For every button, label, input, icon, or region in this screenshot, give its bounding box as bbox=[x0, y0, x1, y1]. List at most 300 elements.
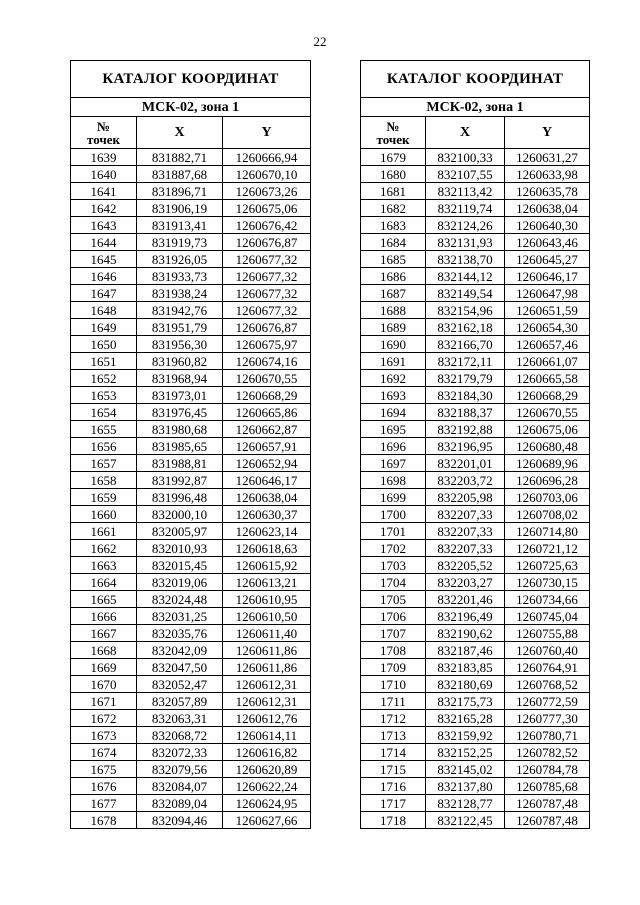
point-number-cell: 1665 bbox=[71, 591, 137, 608]
point-number-cell: 1642 bbox=[71, 200, 137, 217]
x-coordinate-cell: 831960,82 bbox=[137, 353, 223, 370]
y-coordinate-cell: 1260760,40 bbox=[505, 642, 590, 659]
point-number-cell: 1705 bbox=[361, 591, 426, 608]
point-number-cell: 1703 bbox=[361, 557, 426, 574]
x-coordinate-cell: 831988,81 bbox=[137, 455, 223, 472]
y-coordinate-cell: 1260640,30 bbox=[505, 217, 590, 234]
point-number-cell: 1699 bbox=[361, 489, 426, 506]
table-row bbox=[71, 727, 311, 744]
table-row bbox=[71, 625, 311, 642]
point-number-cell: 1677 bbox=[71, 795, 137, 812]
table-row bbox=[361, 455, 590, 472]
point-number-cell: 1674 bbox=[71, 744, 137, 761]
x-coordinate-cell: 831980,68 bbox=[137, 421, 223, 438]
point-number-cell: 1701 bbox=[361, 523, 426, 540]
table-row bbox=[361, 234, 590, 251]
y-header: Y bbox=[505, 117, 590, 149]
point-number-cell: 1713 bbox=[361, 727, 426, 744]
x-header: X bbox=[137, 117, 223, 149]
y-coordinate-cell: 1260787,48 bbox=[505, 812, 590, 829]
table-row bbox=[71, 591, 311, 608]
point-number-cell: 1649 bbox=[71, 319, 137, 336]
x-coordinate-cell: 832201,01 bbox=[426, 455, 505, 472]
table-row bbox=[71, 251, 311, 268]
x-coordinate-cell: 832128,77 bbox=[426, 795, 505, 812]
y-coordinate-cell: 1260730,15 bbox=[505, 574, 590, 591]
y-coordinate-cell: 1260612,31 bbox=[223, 693, 311, 710]
x-coordinate-cell: 832047,50 bbox=[137, 659, 223, 676]
y-coordinate-cell: 1260674,16 bbox=[223, 353, 311, 370]
y-coordinate-cell: 1260725,63 bbox=[505, 557, 590, 574]
table-row bbox=[71, 149, 311, 166]
y-coordinate-cell: 1260611,86 bbox=[223, 659, 311, 676]
table-row bbox=[71, 183, 311, 200]
y-coordinate-cell: 1260670,55 bbox=[223, 370, 311, 387]
y-coordinate-cell: 1260645,27 bbox=[505, 251, 590, 268]
point-number-cell: 1718 bbox=[361, 812, 426, 829]
table-row bbox=[71, 744, 311, 761]
point-number-cell: 1657 bbox=[71, 455, 137, 472]
y-coordinate-cell: 1260782,52 bbox=[505, 744, 590, 761]
coordinate-catalog-table-left bbox=[70, 60, 311, 829]
x-coordinate-cell: 832149,54 bbox=[426, 285, 505, 302]
x-coordinate-cell: 832005,97 bbox=[137, 523, 223, 540]
catalog-title: КАТАЛОГ КООРДИНАТ bbox=[361, 61, 590, 98]
x-header: X bbox=[426, 117, 505, 149]
x-coordinate-cell: 832122,45 bbox=[426, 812, 505, 829]
x-coordinate-cell: 832190,62 bbox=[426, 625, 505, 642]
x-coordinate-cell: 831906,19 bbox=[137, 200, 223, 217]
point-number-cell: 1673 bbox=[71, 727, 137, 744]
table-row bbox=[361, 744, 590, 761]
y-coordinate-cell: 1260665,86 bbox=[223, 404, 311, 421]
catalog-body-left bbox=[71, 149, 311, 829]
table-row bbox=[71, 302, 311, 319]
x-coordinate-cell: 832019,06 bbox=[137, 574, 223, 591]
point-number-cell: 1660 bbox=[71, 506, 137, 523]
table-row bbox=[361, 761, 590, 778]
zone-label: МСК-02, зона 1 bbox=[361, 98, 590, 117]
point-number-cell: 1684 bbox=[361, 234, 426, 251]
table-row bbox=[71, 693, 311, 710]
point-number-cell: 1666 bbox=[71, 608, 137, 625]
y-coordinate-cell: 1260610,95 bbox=[223, 591, 311, 608]
table-row bbox=[71, 234, 311, 251]
point-number-header bbox=[71, 117, 137, 149]
y-coordinate-cell: 1260680,48 bbox=[505, 438, 590, 455]
point-number-cell: 1672 bbox=[71, 710, 137, 727]
point-number-cell: 1653 bbox=[71, 387, 137, 404]
y-coordinate-cell: 1260620,89 bbox=[223, 761, 311, 778]
y-coordinate-cell: 1260635,78 bbox=[505, 183, 590, 200]
table-row bbox=[361, 149, 590, 166]
point-number-cell: 1655 bbox=[71, 421, 137, 438]
table-row bbox=[361, 574, 590, 591]
x-coordinate-cell: 832184,30 bbox=[426, 387, 505, 404]
x-coordinate-cell: 832124,26 bbox=[426, 217, 505, 234]
point-number-header-line2: точек bbox=[87, 131, 120, 147]
x-coordinate-cell: 831882,71 bbox=[137, 149, 223, 166]
y-coordinate-cell: 1260638,04 bbox=[505, 200, 590, 217]
table-row bbox=[71, 387, 311, 404]
y-coordinate-cell: 1260677,32 bbox=[223, 285, 311, 302]
table-row bbox=[71, 319, 311, 336]
table-row bbox=[361, 200, 590, 217]
table-row bbox=[361, 217, 590, 234]
x-coordinate-cell: 832205,98 bbox=[426, 489, 505, 506]
point-number-cell: 1698 bbox=[361, 472, 426, 489]
table-row bbox=[361, 251, 590, 268]
table-row bbox=[71, 285, 311, 302]
x-coordinate-cell: 832183,85 bbox=[426, 659, 505, 676]
table-row bbox=[361, 778, 590, 795]
table-row bbox=[71, 472, 311, 489]
point-number-cell: 1693 bbox=[361, 387, 426, 404]
x-coordinate-cell: 832175,73 bbox=[426, 693, 505, 710]
x-coordinate-cell: 832079,56 bbox=[137, 761, 223, 778]
y-coordinate-cell: 1260657,46 bbox=[505, 336, 590, 353]
table-row bbox=[361, 812, 590, 829]
point-number-cell: 1656 bbox=[71, 438, 137, 455]
point-number-cell: 1667 bbox=[71, 625, 137, 642]
point-number-header-line1: № bbox=[96, 118, 111, 134]
table-row bbox=[361, 659, 590, 676]
table-row bbox=[71, 336, 311, 353]
y-coordinate-cell: 1260677,32 bbox=[223, 268, 311, 285]
x-coordinate-cell: 832196,49 bbox=[426, 608, 505, 625]
table-row bbox=[361, 523, 590, 540]
y-coordinate-cell: 1260745,04 bbox=[505, 608, 590, 625]
point-number-cell: 1710 bbox=[361, 676, 426, 693]
catalog-body-right bbox=[361, 149, 590, 829]
x-coordinate-cell: 832188,37 bbox=[426, 404, 505, 421]
point-number-cell: 1641 bbox=[71, 183, 137, 200]
table-row bbox=[361, 489, 590, 506]
point-number-header-line2: точек bbox=[376, 131, 410, 147]
table-row bbox=[361, 506, 590, 523]
coordinate-catalog-table-right bbox=[360, 60, 590, 829]
table-row bbox=[361, 540, 590, 557]
table-row bbox=[71, 574, 311, 591]
x-coordinate-cell: 832203,72 bbox=[426, 472, 505, 489]
x-coordinate-cell: 831956,30 bbox=[137, 336, 223, 353]
x-coordinate-cell: 832000,10 bbox=[137, 506, 223, 523]
y-header: Y bbox=[223, 117, 311, 149]
point-number-cell: 1686 bbox=[361, 268, 426, 285]
x-coordinate-cell: 832154,96 bbox=[426, 302, 505, 319]
y-coordinate-cell: 1260714,80 bbox=[505, 523, 590, 540]
point-number-cell: 1661 bbox=[71, 523, 137, 540]
table-row bbox=[361, 421, 590, 438]
x-coordinate-cell: 832207,33 bbox=[426, 540, 505, 557]
table-row bbox=[361, 472, 590, 489]
point-number-cell: 1694 bbox=[361, 404, 426, 421]
x-coordinate-cell: 832100,33 bbox=[426, 149, 505, 166]
point-number-cell: 1670 bbox=[71, 676, 137, 693]
y-coordinate-cell: 1260675,06 bbox=[505, 421, 590, 438]
table-row bbox=[71, 489, 311, 506]
x-coordinate-cell: 832052,47 bbox=[137, 676, 223, 693]
x-coordinate-cell: 832187,46 bbox=[426, 642, 505, 659]
y-coordinate-cell: 1260633,98 bbox=[505, 166, 590, 183]
table-row bbox=[361, 404, 590, 421]
y-coordinate-cell: 1260647,98 bbox=[505, 285, 590, 302]
y-coordinate-cell: 1260676,87 bbox=[223, 234, 311, 251]
table-row bbox=[71, 455, 311, 472]
table-row bbox=[361, 285, 590, 302]
x-coordinate-cell: 831973,01 bbox=[137, 387, 223, 404]
table-row bbox=[361, 370, 590, 387]
point-number-cell: 1687 bbox=[361, 285, 426, 302]
table-row bbox=[361, 625, 590, 642]
x-coordinate-cell: 832162,18 bbox=[426, 319, 505, 336]
point-number-cell: 1651 bbox=[71, 353, 137, 370]
point-number-cell: 1712 bbox=[361, 710, 426, 727]
x-coordinate-cell: 832119,74 bbox=[426, 200, 505, 217]
x-coordinate-cell: 832180,69 bbox=[426, 676, 505, 693]
y-coordinate-cell: 1260696,28 bbox=[505, 472, 590, 489]
x-coordinate-cell: 831992,87 bbox=[137, 472, 223, 489]
x-coordinate-cell: 831913,41 bbox=[137, 217, 223, 234]
y-coordinate-cell: 1260708,02 bbox=[505, 506, 590, 523]
x-coordinate-cell: 832138,70 bbox=[426, 251, 505, 268]
x-coordinate-cell: 832137,80 bbox=[426, 778, 505, 795]
x-coordinate-cell: 832072,33 bbox=[137, 744, 223, 761]
point-number-cell: 1664 bbox=[71, 574, 137, 591]
y-coordinate-cell: 1260652,94 bbox=[223, 455, 311, 472]
x-coordinate-cell: 832113,42 bbox=[426, 183, 505, 200]
table-row bbox=[71, 353, 311, 370]
table-row bbox=[361, 557, 590, 574]
point-number-cell: 1711 bbox=[361, 693, 426, 710]
y-coordinate-cell: 1260780,71 bbox=[505, 727, 590, 744]
y-coordinate-cell: 1260615,92 bbox=[223, 557, 311, 574]
y-coordinate-cell: 1260734,66 bbox=[505, 591, 590, 608]
point-number-cell: 1704 bbox=[361, 574, 426, 591]
table-row bbox=[361, 268, 590, 285]
table-row bbox=[71, 812, 311, 829]
y-coordinate-cell: 1260755,88 bbox=[505, 625, 590, 642]
table-row bbox=[71, 778, 311, 795]
point-number-cell: 1643 bbox=[71, 217, 137, 234]
table-row bbox=[71, 404, 311, 421]
y-coordinate-cell: 1260675,06 bbox=[223, 200, 311, 217]
point-number-cell: 1650 bbox=[71, 336, 137, 353]
table-row bbox=[71, 642, 311, 659]
x-coordinate-cell: 832192,88 bbox=[426, 421, 505, 438]
y-coordinate-cell: 1260646,17 bbox=[505, 268, 590, 285]
x-coordinate-cell: 831976,45 bbox=[137, 404, 223, 421]
y-coordinate-cell: 1260627,66 bbox=[223, 812, 311, 829]
x-coordinate-cell: 832179,79 bbox=[426, 370, 505, 387]
table-row bbox=[361, 676, 590, 693]
point-number-cell: 1646 bbox=[71, 268, 137, 285]
point-number-cell: 1645 bbox=[71, 251, 137, 268]
table-row bbox=[361, 591, 590, 608]
table-row bbox=[71, 523, 311, 540]
point-number-header bbox=[361, 117, 426, 149]
x-coordinate-cell: 832172,11 bbox=[426, 353, 505, 370]
table-row bbox=[361, 387, 590, 404]
x-coordinate-cell: 831938,24 bbox=[137, 285, 223, 302]
point-number-cell: 1652 bbox=[71, 370, 137, 387]
point-number-cell: 1676 bbox=[71, 778, 137, 795]
y-coordinate-cell: 1260612,31 bbox=[223, 676, 311, 693]
table-row bbox=[361, 353, 590, 370]
x-coordinate-cell: 832203,27 bbox=[426, 574, 505, 591]
x-coordinate-cell: 832144,12 bbox=[426, 268, 505, 285]
x-coordinate-cell: 831942,76 bbox=[137, 302, 223, 319]
point-number-cell: 1678 bbox=[71, 812, 137, 829]
page-number: 22 bbox=[313, 34, 327, 49]
y-coordinate-cell: 1260677,32 bbox=[223, 251, 311, 268]
x-coordinate-cell: 831968,94 bbox=[137, 370, 223, 387]
point-number-cell: 1707 bbox=[361, 625, 426, 642]
table-row bbox=[71, 540, 311, 557]
y-coordinate-cell: 1260668,29 bbox=[505, 387, 590, 404]
x-coordinate-cell: 832166,70 bbox=[426, 336, 505, 353]
y-coordinate-cell: 1260662,87 bbox=[223, 421, 311, 438]
point-number-cell: 1709 bbox=[361, 659, 426, 676]
point-number-cell: 1662 bbox=[71, 540, 137, 557]
x-coordinate-cell: 832196,95 bbox=[426, 438, 505, 455]
point-number-cell: 1658 bbox=[71, 472, 137, 489]
table-row bbox=[71, 710, 311, 727]
x-coordinate-cell: 832035,76 bbox=[137, 625, 223, 642]
table-row bbox=[361, 336, 590, 353]
x-coordinate-cell: 832031,25 bbox=[137, 608, 223, 625]
table-row bbox=[361, 166, 590, 183]
y-coordinate-cell: 1260666,94 bbox=[223, 149, 311, 166]
point-number-cell: 1639 bbox=[71, 149, 137, 166]
x-coordinate-cell: 831887,68 bbox=[137, 166, 223, 183]
y-coordinate-cell: 1260784,78 bbox=[505, 761, 590, 778]
table-row bbox=[71, 676, 311, 693]
point-number-cell: 1654 bbox=[71, 404, 137, 421]
x-coordinate-cell: 832159,92 bbox=[426, 727, 505, 744]
y-coordinate-cell: 1260675,97 bbox=[223, 336, 311, 353]
point-number-cell: 1688 bbox=[361, 302, 426, 319]
y-coordinate-cell: 1260630,37 bbox=[223, 506, 311, 523]
y-coordinate-cell: 1260610,50 bbox=[223, 608, 311, 625]
y-coordinate-cell: 1260646,17 bbox=[223, 472, 311, 489]
x-coordinate-cell: 831951,79 bbox=[137, 319, 223, 336]
x-coordinate-cell: 832010,93 bbox=[137, 540, 223, 557]
point-number-cell: 1716 bbox=[361, 778, 426, 795]
point-number-cell: 1675 bbox=[71, 761, 137, 778]
point-number-cell: 1700 bbox=[361, 506, 426, 523]
x-coordinate-cell: 832015,45 bbox=[137, 557, 223, 574]
y-coordinate-cell: 1260764,91 bbox=[505, 659, 590, 676]
table-row bbox=[71, 608, 311, 625]
table-row bbox=[71, 659, 311, 676]
y-coordinate-cell: 1260665,58 bbox=[505, 370, 590, 387]
table-row bbox=[361, 642, 590, 659]
y-coordinate-cell: 1260785,68 bbox=[505, 778, 590, 795]
x-coordinate-cell: 832063,31 bbox=[137, 710, 223, 727]
x-coordinate-cell: 832024,48 bbox=[137, 591, 223, 608]
point-number-cell: 1706 bbox=[361, 608, 426, 625]
table-row bbox=[361, 693, 590, 710]
zone-label: МСК-02, зона 1 bbox=[71, 98, 311, 117]
point-number-cell: 1714 bbox=[361, 744, 426, 761]
table-row bbox=[71, 438, 311, 455]
table-row bbox=[71, 421, 311, 438]
table-row bbox=[361, 608, 590, 625]
x-coordinate-cell: 832107,55 bbox=[426, 166, 505, 183]
x-coordinate-cell: 832205,52 bbox=[426, 557, 505, 574]
y-coordinate-cell: 1260703,06 bbox=[505, 489, 590, 506]
y-coordinate-cell: 1260721,12 bbox=[505, 540, 590, 557]
table-row bbox=[361, 183, 590, 200]
point-number-cell: 1647 bbox=[71, 285, 137, 302]
x-coordinate-cell: 832068,72 bbox=[137, 727, 223, 744]
x-coordinate-cell: 831996,48 bbox=[137, 489, 223, 506]
point-number-cell: 1679 bbox=[361, 149, 426, 166]
point-number-cell: 1640 bbox=[71, 166, 137, 183]
x-coordinate-cell: 831896,71 bbox=[137, 183, 223, 200]
table-row bbox=[71, 200, 311, 217]
table-row bbox=[361, 710, 590, 727]
point-number-cell: 1648 bbox=[71, 302, 137, 319]
y-coordinate-cell: 1260670,55 bbox=[505, 404, 590, 421]
point-number-cell: 1659 bbox=[71, 489, 137, 506]
y-coordinate-cell: 1260611,86 bbox=[223, 642, 311, 659]
y-coordinate-cell: 1260618,63 bbox=[223, 540, 311, 557]
table-row bbox=[361, 438, 590, 455]
point-number-cell: 1697 bbox=[361, 455, 426, 472]
x-coordinate-cell: 831926,05 bbox=[137, 251, 223, 268]
y-coordinate-cell: 1260676,42 bbox=[223, 217, 311, 234]
point-number-cell: 1689 bbox=[361, 319, 426, 336]
y-coordinate-cell: 1260772,59 bbox=[505, 693, 590, 710]
table-row bbox=[361, 319, 590, 336]
table-row bbox=[71, 268, 311, 285]
x-coordinate-cell: 832207,33 bbox=[426, 523, 505, 540]
table-row bbox=[71, 370, 311, 387]
table-row bbox=[361, 727, 590, 744]
point-number-cell: 1696 bbox=[361, 438, 426, 455]
y-coordinate-cell: 1260654,30 bbox=[505, 319, 590, 336]
y-coordinate-cell: 1260768,52 bbox=[505, 676, 590, 693]
y-coordinate-cell: 1260657,91 bbox=[223, 438, 311, 455]
table-row bbox=[71, 166, 311, 183]
x-coordinate-cell: 831933,73 bbox=[137, 268, 223, 285]
x-coordinate-cell: 832057,89 bbox=[137, 693, 223, 710]
y-coordinate-cell: 1260777,30 bbox=[505, 710, 590, 727]
y-coordinate-cell: 1260613,21 bbox=[223, 574, 311, 591]
y-coordinate-cell: 1260638,04 bbox=[223, 489, 311, 506]
table-row bbox=[361, 302, 590, 319]
point-number-cell: 1702 bbox=[361, 540, 426, 557]
y-coordinate-cell: 1260612,76 bbox=[223, 710, 311, 727]
point-number-cell: 1663 bbox=[71, 557, 137, 574]
point-number-cell: 1695 bbox=[361, 421, 426, 438]
y-coordinate-cell: 1260616,82 bbox=[223, 744, 311, 761]
x-coordinate-cell: 832089,04 bbox=[137, 795, 223, 812]
x-coordinate-cell: 832207,33 bbox=[426, 506, 505, 523]
table-row bbox=[361, 795, 590, 812]
point-number-cell: 1669 bbox=[71, 659, 137, 676]
point-number-cell: 1680 bbox=[361, 166, 426, 183]
y-coordinate-cell: 1260622,24 bbox=[223, 778, 311, 795]
table-row bbox=[71, 506, 311, 523]
y-coordinate-cell: 1260689,96 bbox=[505, 455, 590, 472]
catalog-title: КАТАЛОГ КООРДИНАТ bbox=[71, 61, 311, 98]
y-coordinate-cell: 1260677,32 bbox=[223, 302, 311, 319]
point-number-cell: 1715 bbox=[361, 761, 426, 778]
y-coordinate-cell: 1260651,59 bbox=[505, 302, 590, 319]
